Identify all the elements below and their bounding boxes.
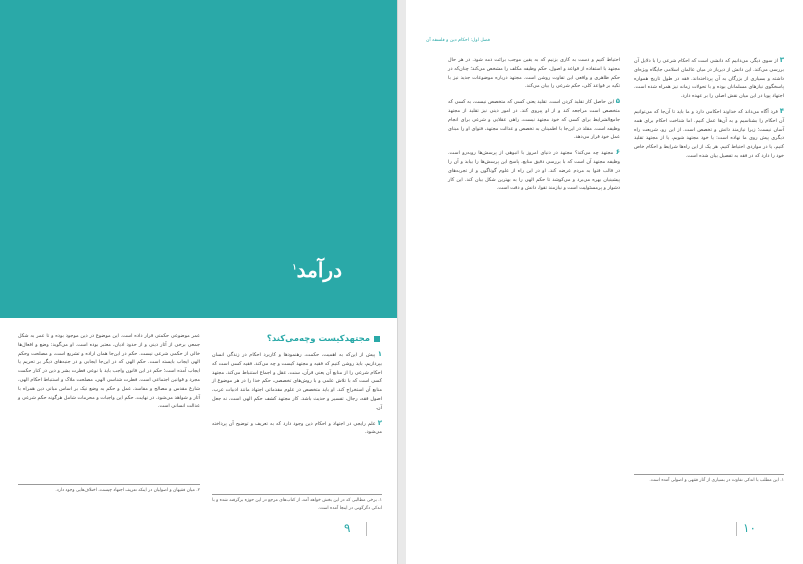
section-heading: [220, 334, 380, 344]
running-head: فصل اول: احکام دین و فلسفه آن: [426, 38, 490, 43]
paragraph-2-number: ۲: [377, 418, 382, 427]
paragraph-1: [212, 350, 382, 413]
right-footnote-rule: [634, 474, 784, 475]
chapter-note-mark: ۱: [292, 261, 297, 272]
right-paragraph-3-number: ۳: [779, 56, 784, 64]
paragraph-2-text: علم رایجی در اجتهاد و احکام دین وجود دارد که به تعریف و توضیح آن پرداخته می‌شود.: [212, 420, 382, 436]
footnotes-intro: [18, 487, 200, 495]
right-paragraph-3: [634, 56, 784, 101]
heading-square-icon: [374, 336, 380, 342]
chapter-title: [212, 258, 342, 282]
right-paragraph-4: [634, 107, 784, 161]
right-footnotes: [634, 477, 784, 485]
intro-column: [18, 332, 200, 417]
right-paragraph-6-text: مجتهد چه می‌کند؟ مجتهد در دنیای امروز با انبوهی از پرسش‌ها روبه‌رو است. وظیفه مجتهد آن است که با بررسی دقیق منابع، پاسخ این پرسش‌ها را بیابد و آن را در قالب فتوا به مردم عرضه کند. او در این راه از علوم گوناگون و از تجربه‌های پیشینیان بهره می‌برد و می‌کوشد تا حکم الهی را به بهترین شکل بیان کند. این کار دشوار و پرمسئولیت است و نیازمند تقوا، دانش و دقت است.: [448, 150, 620, 192]
main-column: [212, 350, 382, 443]
right-folio-rule: [736, 522, 737, 536]
page-number: ۹: [344, 521, 351, 535]
right-paragraph-a: احتیاط کنیم و دست به کاری بزنیم که به یقین موجب برائت ذمه شود. در هر حال مجتهد با استفاده از قواعد و اصول، حکم وظیفه مکلف را مشخص می‌کند؛ چنان‌که در حکم ظاهری و واقعی این تفاوت روشن است. مجتهد درباره موضوعات جدید نیز با تکیه بر قواعد کلی، حکم شرعی را بیان می‌کند.: [448, 57, 620, 90]
paragraph-1-text: پیش از این‌که به اهمیت، حکمت، رهنمودها و کاربرد احکام در زندگی انسان بپردازیم، باید روشن کنیم که فقیه و مجتهد کیست و چه می‌کند. فقیه کسی است که احکام شرعی را از منابع آن یعنی قرآن، سنت، عقل و اجماع استنباط می‌کند. مجتهد کسی است که با تلاش علمی و با روش‌های تخصصی، حکم خدا را در هر موضوع از منابع آن استخراج کند. او باید متخصص در علوم مقدماتی اجتهاد مانند ادبیات عرب، اصول فقه، رجال، تفسیر و حدیث باشد. کار مجتهد کشف حکم الهی است، نه جعل آن.: [212, 352, 382, 411]
right-footnote-1: ۱. این مطلب با اندکی تفاوت در بسیاری از آثار فقهی و اصولی آمده است.: [649, 478, 784, 483]
right-paragraph-5: [448, 97, 620, 142]
right-paragraph-6-number: ۶: [615, 148, 620, 157]
footnote-2: ۲. میان فقیهان و اصولیان در اینکه تعریف اجتهاد چیست، اختلاف‌هایی وجود دارد.: [55, 488, 200, 493]
footnote-rule-main: [212, 494, 382, 495]
right-page-column-left: [448, 56, 620, 199]
right-paragraph-5-number: ۵: [615, 97, 620, 106]
left-page: [0, 0, 398, 564]
footnote-1: ۱. برخی مطالبی که در این بخش خواهد آمد، از کتاب‌های مرجع در این حوزه برگرفته شده و با اندکی دگرگونی در اینجا آمده است.: [212, 498, 382, 511]
folio-rule: [366, 522, 367, 536]
right-paragraph-5-text: این حاصل کار تقلید کردن است. تقلید یعنی کسی که متخصص نیست، به کسی که متخصص است مراجعه کند و از او پیروی کند. در امور دینی نیز تقلید از مجتهد جامع‌الشرایط برای کسی که خود مجتهد نیست، راهی عقلایی و شرعی برای انجام وظیفه است. مقلد در این‌جا با اطمینان به تخصص و عدالت مجتهد، فتوای او را مبنای عمل خود قرار می‌دهد.: [448, 99, 620, 141]
intro-paragraph: عمر موضوعی حکمتی قرار داده است. این موضوع در دین موجود بوده و تا عمر به شکل جمعی برخی از آثار دینی و از حدود ادیان، معتبر بوده است. او می‌گوید: وضع و افعال‌ها خالی از حکمی شرعی نیست. حکم در این‌جا همان اراده و تشریع است، و مصلحت وحکم الهی ایجاب بایسته است. حکم الهی که در این‌جا ایجابی و در جنبه‌های دیگر بر تحریم یا ایجاب آمده است؛ حکم در این قانون واجب باید با نوعی فطرت بشر و دین در کنار حکمت مجرد و قوانین اجتماعی است. فطرت شناسی الهی، مصلحت ملاک و استنباط احکام الهی، شارع مقدس و مصالح و مفاسد، عمل و حکم به وضع نیک بر اساس مبانی دین همراه با آثار و شواهد می‌شود. در نهایت، حکم این واجبات و محرمات شامل هرگونه حکم شرعی و عدالت انسانی است.: [18, 333, 200, 410]
right-paragraph-6: [448, 148, 620, 193]
footnotes-main: [212, 497, 382, 512]
right-paragraph-4-text: فرد آگاه می‌داند که خداوند احکامی دارد و ما باید تا آن‌جا که می‌توانیم آن احکام را بشناسیم و به آن‌ها عمل کنیم. اما شناخت احکام برای همه آسان نیست؛ زیرا نیازمند دانش و تخصص است. از این رو، شریعت راه دیگری پیش روی ما نهاده است: یا خود مجتهد شویم، یا از مجتهد تقلید کنیم، یا در مواردی احتیاط کنیم. هر یک از این راه‌ها شرایط و احکام خاص خود را دارد که در فقه به تفصیل بیان شده است.: [634, 108, 784, 159]
paragraph-2: [212, 419, 382, 438]
chapter-title-banner: [0, 0, 398, 318]
section-heading-text: مجتهدکیست وچه‌می‌کند؟: [266, 334, 370, 344]
right-page-number: ۱۰: [743, 521, 756, 535]
chapter-title-text: درآمد: [296, 258, 342, 282]
right-paragraph-4-number: ۴: [779, 106, 784, 115]
footnote-rule-intro: [18, 484, 200, 485]
right-page-column-right: [634, 56, 784, 167]
right-paragraph-3-text: از سوی دیگر، می‌دانیم که دانشی است که احکام شرعی را با دلایل آن بررسی می‌کند. این دانش از دیرباز در میان عالمان اسلامی جایگاه ویژه‌ای داشته و بسیاری از بزرگان به آن پرداخته‌اند. فقه در طول تاریخ همواره پاسخگوی نیازهای مسلمانان بوده و با تحولات زمانه نیز همراه شده است. اجتهاد پویا در این میان نقش اصلی را بر عهده دارد.: [634, 58, 784, 100]
paragraph-1-number: ۱: [377, 350, 382, 358]
right-page: [406, 0, 803, 564]
